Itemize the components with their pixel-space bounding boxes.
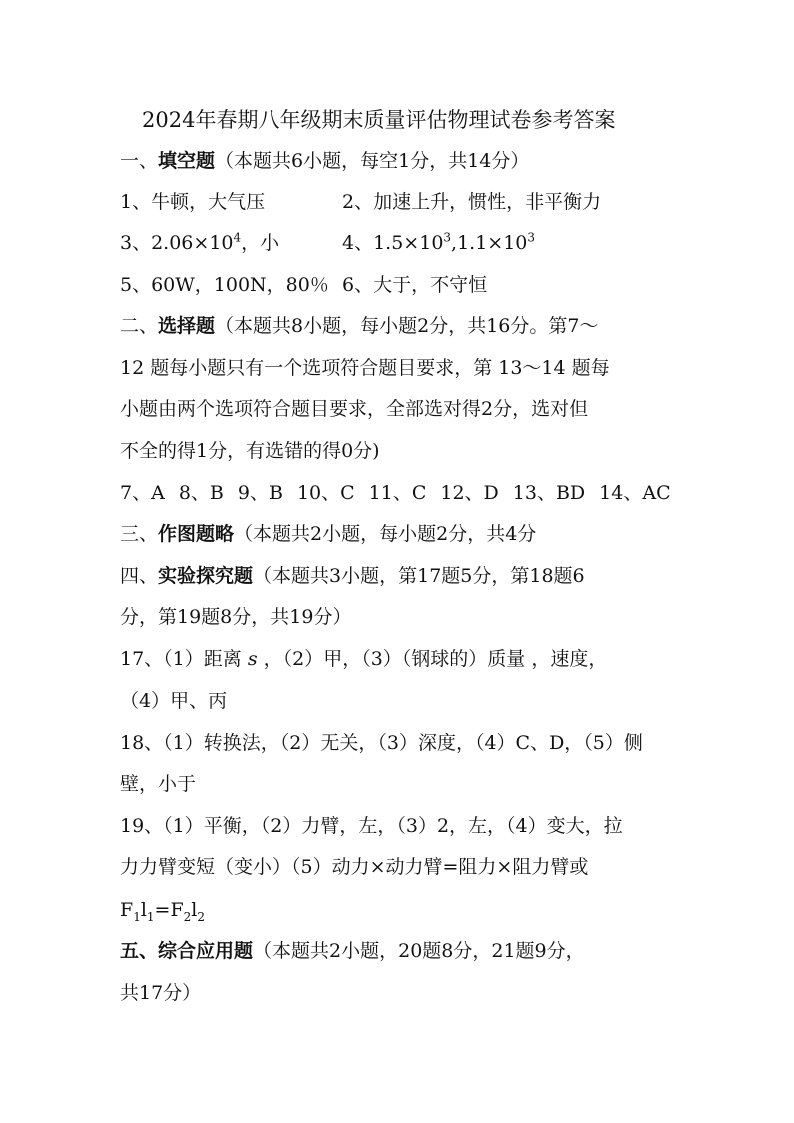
section-note: （本题共2小题，20题8分，21题9分， xyxy=(253,940,585,962)
mc-answer: 14、AC xyxy=(599,482,671,504)
section-number: 二、 xyxy=(120,315,159,337)
answer-4: 4、$1.5\times 10^3,1.1\times 10^3$ xyxy=(342,230,536,254)
section-2-note-line: 不全的得1分，有选错的得0分) xyxy=(120,440,380,462)
section-number: 四、 xyxy=(120,565,159,587)
page-title: 2024年春期八年级期末质量评估物理试卷参考答案 xyxy=(142,108,616,132)
answer-row xyxy=(120,190,602,214)
section-number: 五、 xyxy=(120,940,159,962)
section-5-note-line: 共17分） xyxy=(120,982,202,1004)
multiple-choice-answers xyxy=(120,481,671,505)
section-note: （本题共2小题，每小题2分，共4分 xyxy=(234,523,537,545)
answer-2: 2、加速上升，惯性，非平衡力 xyxy=(342,191,602,213)
answer-18-line: 壁，小于 xyxy=(120,773,197,795)
answer-18-line: 18、（1）转换法，（2）无关，（3）深度，（4）C、D，（5）侧 xyxy=(120,732,643,754)
mc-answer: 9、B xyxy=(237,482,283,504)
section-2-heading xyxy=(120,314,598,338)
answer-1: 1、牛顿，大气压 xyxy=(120,191,266,213)
answer-19-formula: $F_1l_1=F_2l_2$ xyxy=(120,899,206,924)
mc-answer: 13、BD xyxy=(512,482,586,504)
section-5-heading xyxy=(120,939,585,963)
answer-3: 3、$2.06\times 10^4$，小 xyxy=(120,230,280,254)
section-name: 选择题 xyxy=(158,315,216,337)
section-4-heading xyxy=(120,564,585,588)
section-number: 三、 xyxy=(120,523,159,545)
section-1-heading xyxy=(120,149,529,173)
answer-17-line: （4）甲、丙 xyxy=(120,690,228,712)
section-number: 一、 xyxy=(120,150,159,172)
mc-answer: 7、A xyxy=(120,482,165,504)
section-name: 综合应用题 xyxy=(158,940,254,962)
mc-answer: 11、C xyxy=(368,482,427,504)
answer-5: 5、60W，100N，80％ xyxy=(120,274,329,296)
section-note: （本题共3小题，第17题5分，第18题6 xyxy=(253,565,585,587)
answer-19-line: 19、（1）平衡，（2）力臂，左，（3）2，左，（4）变大，拉 xyxy=(120,815,623,837)
section-note: （本题共6小题，每空1分，共14分） xyxy=(215,150,530,172)
section-4-note-line: 分，第19题8分，共19分） xyxy=(120,606,352,628)
answer-6: 6、大于，不守恒 xyxy=(342,274,488,296)
section-2-note-line: 小题由两个选项符合题目要求，全部选对得2分，选对但 xyxy=(120,398,589,420)
answer-19-line: 力力臂变短（变小）（5）动力×动力臂=阻力×阻力臂或 xyxy=(120,856,589,878)
mc-answer: 12、D xyxy=(440,482,499,504)
mc-answer: 8、B xyxy=(178,482,224,504)
section-2-note-line: 12 题每小题只有一个选项符合题目要求，第 13～14 题每 xyxy=(120,357,610,379)
answer-row xyxy=(120,230,536,255)
mc-answer: 10、C xyxy=(296,482,355,504)
answer-17-line: 17、（1）距离 s ，（2）甲，（3）（钢球的）质量 ，速度， xyxy=(120,648,608,670)
answer-row xyxy=(120,273,488,297)
section-name: 实验探究题 xyxy=(158,565,254,587)
section-name: 作图题略 xyxy=(158,523,235,545)
section-name: 填空题 xyxy=(158,150,216,172)
section-note: （本题共8小题，每小题2分，共16分。第7～ xyxy=(215,315,599,337)
section-3-heading xyxy=(120,522,536,546)
